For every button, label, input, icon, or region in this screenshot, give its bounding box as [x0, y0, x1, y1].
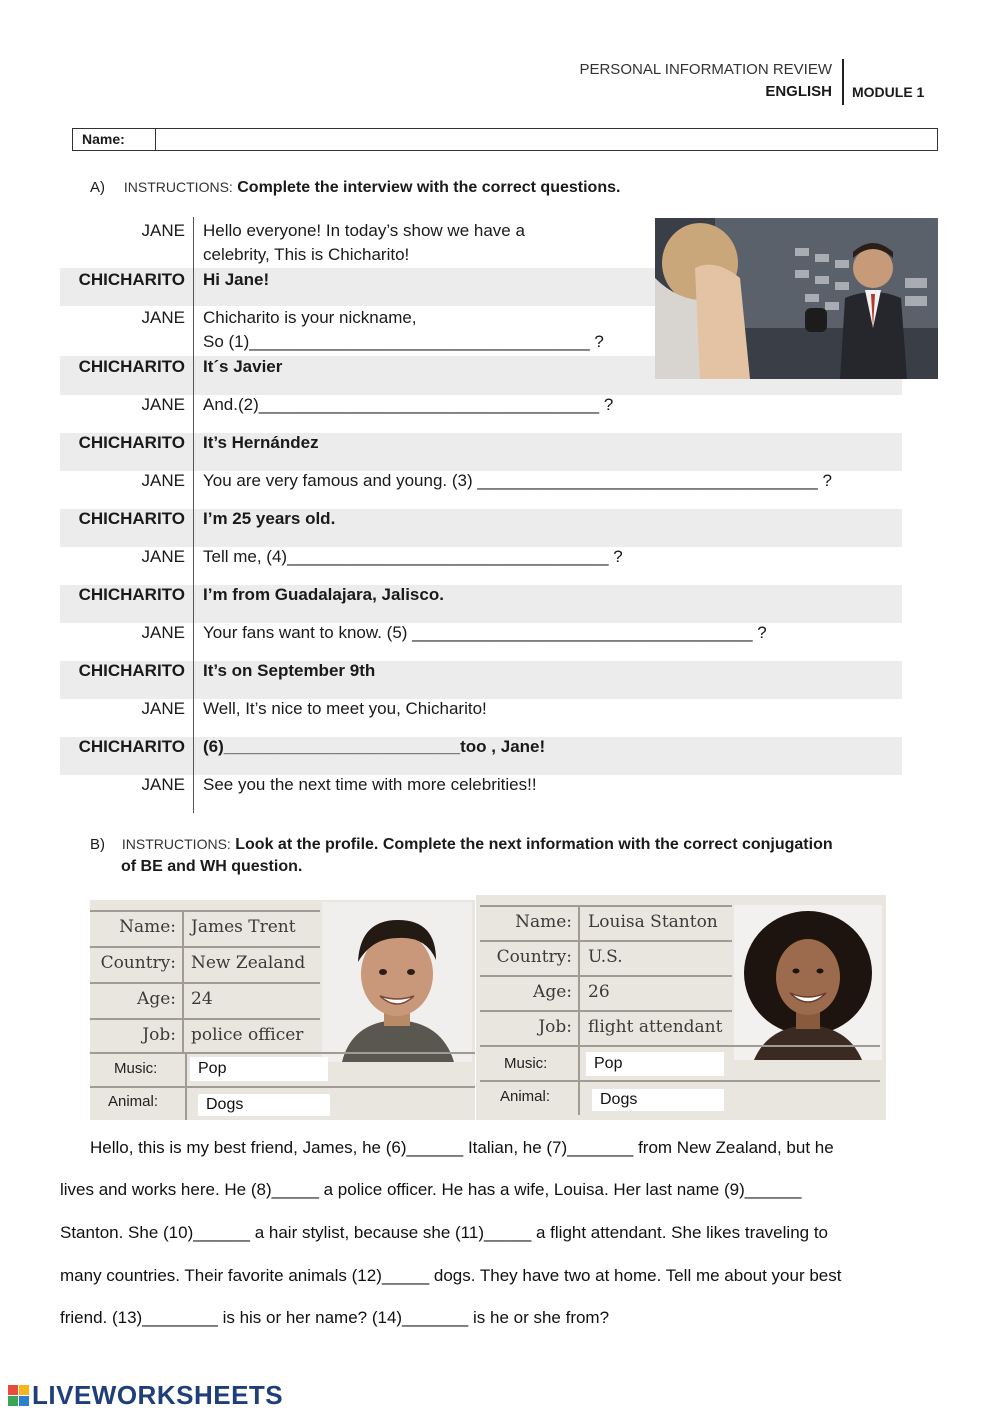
module-label: MODULE 1 — [852, 84, 925, 100]
card-grid-line — [90, 946, 320, 948]
card-grid-line — [480, 905, 732, 907]
paragraph-line: lives and works here. He (8)_____ a police officer. He has a wife, Louisa. Her last name (9)______ — [60, 1180, 802, 1199]
music-label: Music: — [114, 1060, 158, 1077]
dialog-row — [60, 433, 902, 471]
card-grid-line — [480, 975, 732, 977]
speaker-label: JANE — [141, 775, 185, 794]
dialog-row — [60, 699, 902, 737]
dialog-row — [60, 509, 902, 547]
row-separator — [193, 737, 194, 775]
card-grid-line — [90, 910, 320, 912]
name-field-box — [72, 128, 938, 151]
card-grid-line — [578, 1045, 580, 1115]
dialog-row — [60, 395, 902, 433]
paragraph-line: friend. (13)________ is his or her name? (14)_______ is he or she from? — [60, 1308, 610, 1327]
profile-card-louisa — [476, 895, 886, 1120]
section-b-text-2: of BE and WH question. — [121, 858, 303, 875]
row-separator — [193, 509, 194, 547]
dialog-line: I’m from Guadalajara, Jalisco. — [203, 585, 444, 604]
answer-blank-6[interactable]: (6)_________________________too , Jane! — [203, 737, 546, 756]
speaker-label: CHICHARITO — [78, 433, 185, 452]
profile-field-label: Name: — [515, 912, 572, 932]
dialog-row — [60, 547, 902, 585]
speaker-label: JANE — [141, 547, 185, 566]
answer-blank-1[interactable]: So (1)____________________________________ ? — [203, 332, 604, 351]
section-b-label: INSTRUCTIONS: — [121, 836, 231, 852]
card-grid-line — [90, 1018, 320, 1020]
card-grid-line — [480, 1010, 732, 1012]
card-grid-line — [90, 1052, 475, 1054]
answer-blank-2[interactable]: And.(2)____________________________________ ? — [203, 395, 614, 414]
row-separator — [193, 433, 194, 471]
profile-field-value: James Trent — [191, 917, 296, 937]
card-grid-line — [185, 1052, 187, 1120]
profile-field-label: Job: — [142, 1025, 176, 1045]
interview-photo — [655, 218, 938, 379]
profile-field-value: 24 — [191, 989, 213, 1009]
speaker-label: CHICHARITO — [78, 661, 185, 680]
row-separator — [193, 395, 194, 433]
row-separator — [193, 306, 194, 356]
answer-blank-5[interactable]: Your fans want to know. (5) ____________________________________ ? — [203, 623, 767, 642]
dialog-row — [60, 623, 902, 661]
row-separator — [193, 547, 194, 585]
louisa-photo — [734, 905, 882, 1060]
worksheet-title: PERSONAL INFORMATION REVIEW — [579, 61, 832, 78]
interview-photo-illustration — [655, 218, 938, 379]
profile-field-value: 26 — [588, 982, 610, 1002]
profile-field-value: police officer — [191, 1025, 304, 1045]
james-photo — [322, 902, 472, 1062]
card-grid-line — [90, 982, 320, 984]
speaker-label: CHICHARITO — [78, 585, 185, 604]
name-input[interactable] — [157, 129, 937, 150]
logo-text: LIVEWORKSHEETS — [32, 1380, 284, 1410]
section-a-label: INSTRUCTIONS: — [123, 179, 233, 195]
animal-label: Animal: — [500, 1088, 551, 1105]
music-value[interactable]: Pop — [190, 1057, 328, 1081]
speaker-label: JANE — [141, 308, 185, 327]
row-separator — [193, 268, 194, 306]
speaker-label: CHICHARITO — [78, 509, 185, 528]
section-b-instructions — [90, 836, 950, 854]
subject-label: ENGLISH — [765, 83, 832, 100]
dialog-line: It’s on September 9th — [203, 661, 376, 680]
profile-field-label: Country: — [496, 947, 572, 967]
profile-field-value: Louisa Stanton — [588, 912, 718, 932]
card-grid-line — [480, 1045, 880, 1047]
speaker-label: CHICHARITO — [78, 270, 185, 289]
profile-card-james — [90, 900, 475, 1120]
card-grid-line — [182, 910, 184, 1054]
speaker-label: JANE — [141, 623, 185, 642]
dialog-row — [60, 775, 902, 813]
profile-field-label: Job: — [538, 1017, 572, 1037]
speaker-label: JANE — [141, 221, 185, 240]
profile-field-label: Age: — [533, 982, 572, 1002]
speaker-label: JANE — [141, 395, 185, 414]
dialog-row — [60, 585, 902, 623]
liveworksheets-logo — [8, 1380, 283, 1411]
paragraph-line: many countries. Their favorite animals (12)_____ dogs. They have two at home. Tell me about your best — [60, 1266, 842, 1285]
dialog-line: Hi Jane! — [203, 270, 270, 289]
section-b-letter: B) — [90, 836, 105, 853]
row-separator — [193, 585, 194, 623]
section-a-letter: A) — [90, 179, 105, 196]
profile-field-value: U.S. — [588, 947, 623, 967]
music-value[interactable]: Pop — [586, 1052, 724, 1076]
section-b-text-1: Look at the profile. Complete the next information with the correct conjugation — [235, 836, 833, 853]
section-a-instructions — [90, 179, 620, 197]
section-a-text: Complete the interview with the correct questions. — [237, 179, 621, 196]
paragraph-line: Hello, this is my best friend, James, he (6)______ Italian, he (7)_______ from New Zealand, but he — [90, 1138, 834, 1157]
speaker-label: CHICHARITO — [78, 737, 185, 756]
card-grid-line — [90, 1086, 475, 1088]
profile-field-label: Name: — [119, 917, 176, 937]
speaker-label: JANE — [141, 471, 185, 490]
dialog-line: See you the next time with more celebrities!! — [203, 775, 537, 794]
dialog-line: It’s Hernández — [203, 433, 319, 452]
dialog-line: Well, It’s nice to meet you, Chicharito! — [203, 699, 487, 718]
animal-value[interactable]: Dogs — [592, 1089, 724, 1111]
dialog-line: It´s Javier — [203, 357, 283, 376]
card-grid-line — [480, 1080, 880, 1082]
answer-blank-4[interactable]: Tell me, (4)__________________________________ ? — [203, 547, 623, 566]
logo-mark-icon — [8, 1385, 30, 1407]
row-separator — [193, 356, 194, 395]
profile-field-label: Country: — [100, 953, 176, 973]
paragraph-line: Stanton. She (10)______ a hair stylist, because she (11)_____ a flight attendant. She likes traveling to — [60, 1223, 829, 1242]
row-separator — [193, 699, 194, 737]
header-divider — [842, 59, 844, 105]
speaker-label: JANE — [141, 699, 185, 718]
answer-blank-3[interactable]: You are very famous and young. (3) ____________________________________ ? — [203, 471, 832, 490]
profile-field-label: Age: — [137, 989, 176, 1009]
row-separator — [193, 661, 194, 699]
row-separator — [193, 471, 194, 509]
music-label: Music: — [504, 1055, 548, 1072]
name-label: Name: — [73, 129, 156, 150]
row-separator — [193, 775, 194, 813]
card-grid-line — [480, 940, 732, 942]
animal-label: Animal: — [108, 1093, 159, 1110]
row-separator — [193, 623, 194, 661]
dialog-row — [60, 737, 902, 775]
dialog-line: Hello everyone! In today’s show we have a — [203, 221, 525, 240]
section-b-instructions-line2 — [121, 858, 302, 876]
dialog-line: I’m 25 years old. — [203, 509, 336, 528]
dialog-line: celebrity, This is Chicharito! — [203, 245, 410, 264]
dialog-row — [60, 661, 902, 699]
dialog-row — [60, 471, 902, 509]
row-separator — [193, 217, 194, 268]
card-grid-line — [578, 905, 580, 1045]
dialog-line: Chicharito is your nickname, — [203, 308, 417, 327]
speaker-label: CHICHARITO — [78, 357, 185, 376]
profile-field-value: New Zealand — [191, 953, 306, 973]
profile-field-value: flight attendant — [588, 1017, 723, 1037]
animal-value[interactable]: Dogs — [198, 1094, 330, 1116]
